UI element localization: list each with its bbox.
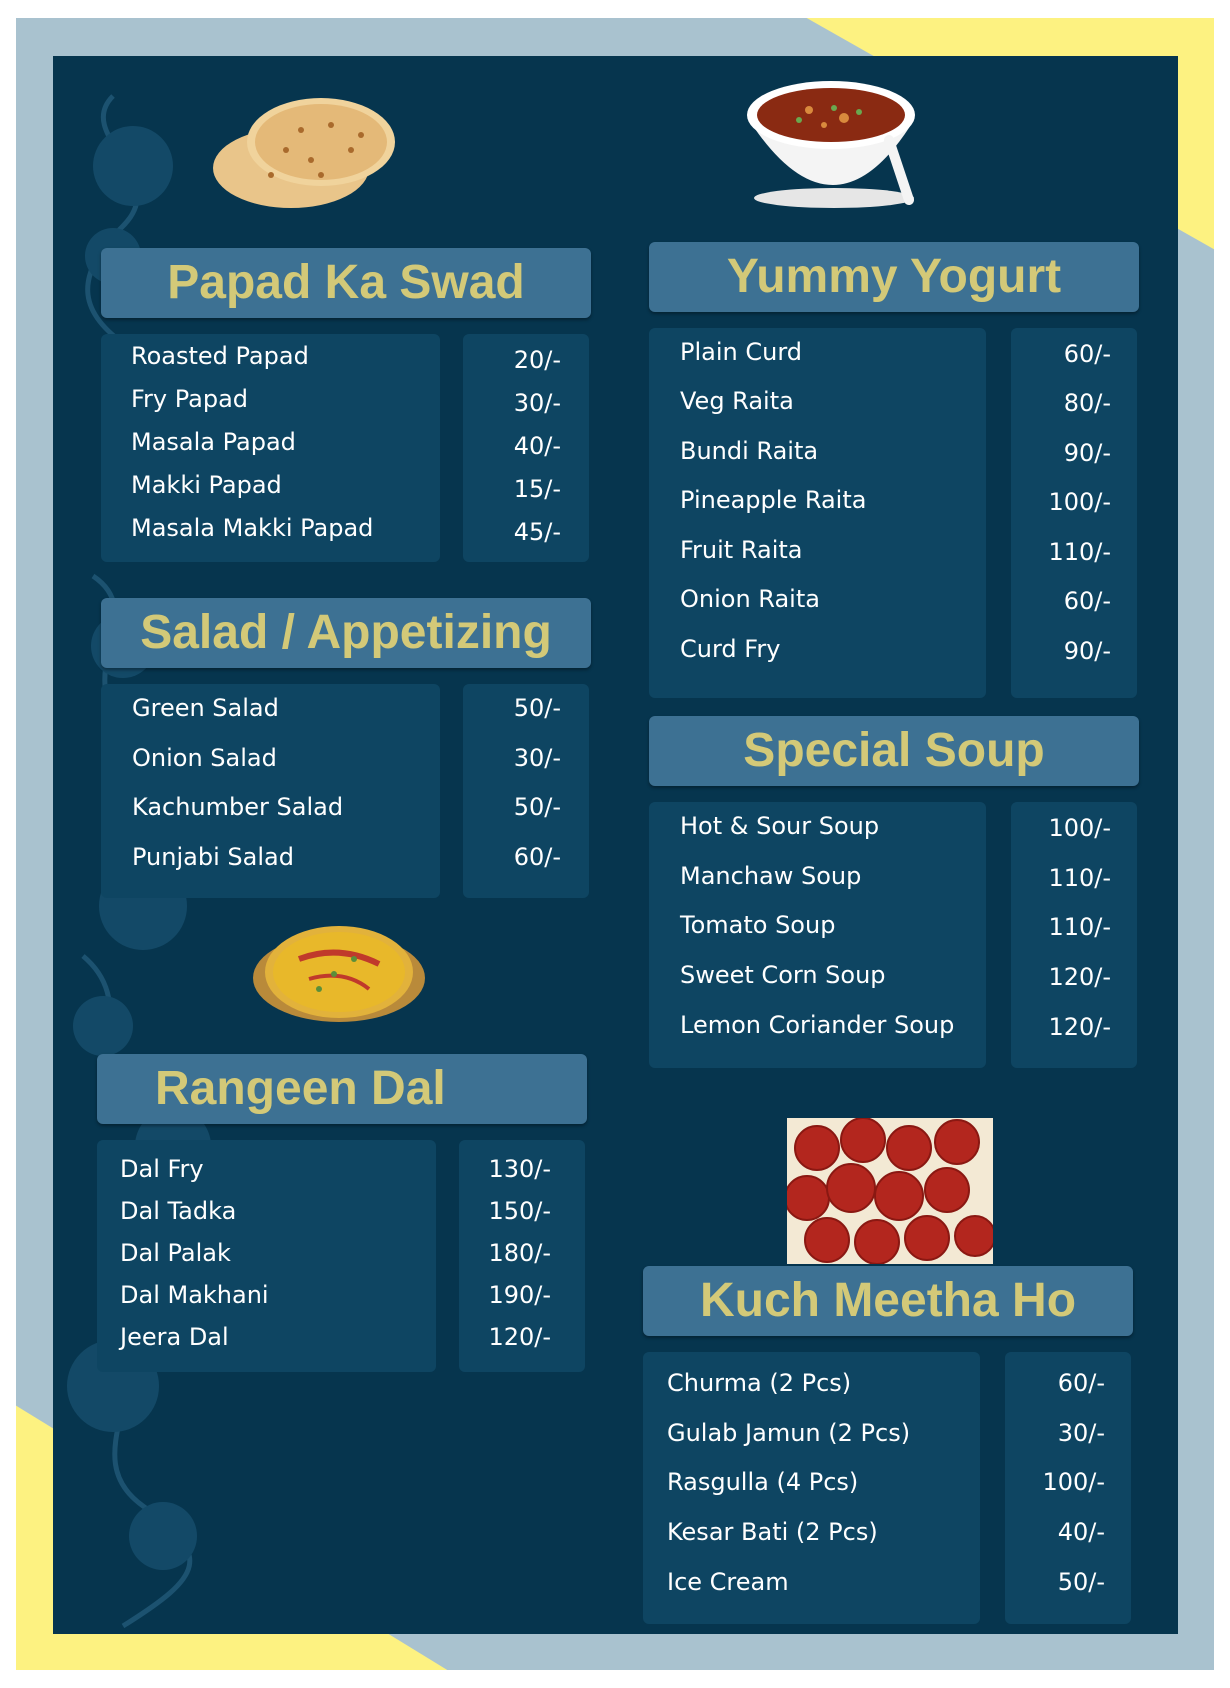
item-name: Kesar Bati (2 Pcs) — [667, 1518, 878, 1546]
item-name: Green Salad — [132, 694, 279, 722]
item-name: Dal Tadka — [120, 1197, 237, 1225]
item-name: Hot & Sour Soup — [680, 812, 880, 840]
item-price: 90/- — [1063, 439, 1111, 467]
item-name: Roasted Papad — [131, 342, 309, 370]
item-name: Tomato Soup — [680, 911, 836, 939]
item-name: Gulab Jamun (2 Pcs) — [667, 1419, 911, 1447]
heading-salad: Salad / Appetizing — [101, 598, 591, 668]
item-price: 50/- — [513, 694, 561, 722]
item-price: 30/- — [513, 389, 561, 417]
item-price: 190/- — [488, 1281, 551, 1309]
menu-board — [53, 56, 1178, 1634]
item-name: Dal Fry — [120, 1155, 204, 1183]
item-name: Curd Fry — [680, 635, 781, 663]
heading-papad: Papad Ka Swad — [101, 248, 591, 318]
item-price: 40/- — [1057, 1518, 1105, 1546]
heading-yogurt: Yummy Yogurt — [649, 242, 1139, 312]
item-name: Fry Papad — [131, 385, 249, 413]
gulab-jamun-image — [787, 1118, 993, 1264]
heading-sweet: Kuch Meetha Ho — [643, 1266, 1133, 1336]
item-name: Onion Raita — [680, 585, 820, 613]
item-price: 100/- — [1042, 1468, 1105, 1496]
item-price: 110/- — [1048, 864, 1111, 892]
dal-bowl-image — [249, 914, 429, 1036]
item-name: Dal Makhani — [120, 1281, 269, 1309]
item-price: 60/- — [1063, 340, 1111, 368]
item-name: Dal Palak — [120, 1239, 231, 1267]
item-price: 100/- — [1048, 488, 1111, 516]
item-price: 60/- — [1057, 1369, 1105, 1397]
item-name: Kachumber Salad — [132, 793, 344, 821]
item-price: 130/- — [488, 1155, 551, 1183]
item-price: 120/- — [1048, 1013, 1111, 1041]
item-price: 50/- — [513, 793, 561, 821]
item-name: Makki Papad — [131, 471, 282, 499]
item-name: Rasgulla (4 Pcs) — [667, 1468, 859, 1496]
item-name: Manchaw Soup — [680, 862, 862, 890]
item-price: 100/- — [1048, 814, 1111, 842]
item-name: Sweet Corn Soup — [680, 961, 886, 989]
heading-soup: Special Soup — [649, 716, 1139, 786]
item-name: Jeera Dal — [120, 1323, 229, 1351]
item-name: Plain Curd — [680, 338, 803, 366]
item-name: Bundi Raita — [680, 437, 819, 465]
heading-dal: Rangeen Dal — [97, 1054, 587, 1124]
item-name: Veg Raita — [680, 387, 794, 415]
item-price: 120/- — [488, 1323, 551, 1351]
item-price: 60/- — [1063, 587, 1111, 615]
item-price: 120/- — [1048, 963, 1111, 991]
item-price: 50/- — [1057, 1568, 1105, 1596]
item-price: 20/- — [513, 346, 561, 374]
papad-image — [211, 80, 401, 215]
item-price: 60/- — [513, 843, 561, 871]
item-name: Pineapple Raita — [680, 486, 867, 514]
item-price: 15/- — [513, 475, 561, 503]
item-name: Onion Salad — [132, 744, 277, 772]
item-name: Fruit Raita — [680, 536, 803, 564]
item-price: 30/- — [1057, 1419, 1105, 1447]
item-name: Ice Cream — [667, 1568, 789, 1596]
item-price: 45/- — [513, 518, 561, 546]
item-price: 40/- — [513, 432, 561, 460]
item-price: 110/- — [1048, 538, 1111, 566]
item-price: 110/- — [1048, 913, 1111, 941]
item-price: 90/- — [1063, 637, 1111, 665]
item-name: Lemon Coriander Soup — [680, 1011, 955, 1039]
item-name: Punjabi Salad — [132, 843, 294, 871]
item-price: 180/- — [488, 1239, 551, 1267]
item-price: 150/- — [488, 1197, 551, 1225]
item-name: Masala Papad — [131, 428, 296, 456]
item-name: Churma (2 Pcs) — [667, 1369, 852, 1397]
item-price: 30/- — [513, 744, 561, 772]
soup-bowl-image — [739, 70, 929, 210]
item-name: Masala Makki Papad — [131, 514, 374, 542]
item-price: 80/- — [1063, 389, 1111, 417]
